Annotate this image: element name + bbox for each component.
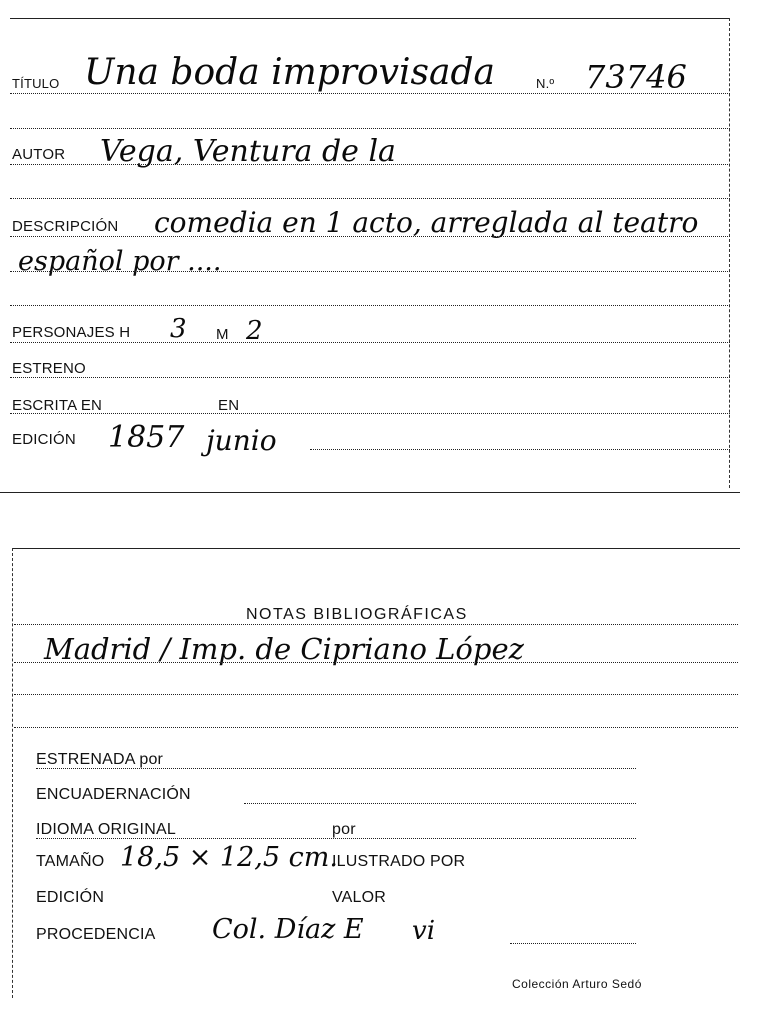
personajes-m-label: M bbox=[216, 326, 229, 343]
tamano-label: TAMAÑO bbox=[36, 853, 105, 870]
edicion-line-top bbox=[310, 449, 730, 450]
personajes-h-value: 3 bbox=[170, 314, 187, 344]
tamano-value: 18,5 × 12,5 cm. bbox=[120, 842, 338, 873]
notas-heading: NOTAS BIBLIOGRÁFICAS bbox=[246, 606, 468, 623]
notas-line-3 bbox=[14, 694, 738, 695]
blank-line-1 bbox=[10, 128, 730, 129]
descripcion-line-1 bbox=[10, 236, 730, 237]
blank-line-2 bbox=[10, 198, 730, 199]
ilustrado-label: ILUSTRADO POR bbox=[332, 853, 466, 870]
notas-line-2 bbox=[14, 662, 738, 663]
autor-label: AUTOR bbox=[12, 146, 66, 163]
personajes-label: PERSONAJES H bbox=[12, 324, 131, 341]
descripcion-value-1: comedia en 1 acto, arreglada al teatro bbox=[154, 206, 699, 239]
autor-value: Vega, Ventura de la bbox=[100, 134, 396, 169]
descripcion-label: DESCRIPCIÓN bbox=[12, 218, 119, 235]
notas-line-4 bbox=[14, 727, 738, 728]
edicion-year: 1857 bbox=[108, 420, 185, 455]
numero-value: 73746 bbox=[585, 58, 687, 96]
notas-value: Madrid / Imp. de Cipriano López bbox=[44, 632, 524, 666]
titulo-value: Una boda improvisada bbox=[84, 52, 495, 93]
escrita-label: ESCRITA EN bbox=[12, 397, 103, 414]
personajes-line bbox=[10, 342, 730, 343]
card-top-top-border bbox=[10, 18, 730, 19]
procedencia-label: PROCEDENCIA bbox=[36, 926, 156, 943]
estreno-line bbox=[10, 377, 730, 378]
card-bottom-left-border bbox=[12, 548, 13, 998]
card-bottom-top-border bbox=[12, 548, 740, 549]
valor-label: VALOR bbox=[332, 889, 387, 906]
edicion-month: junio bbox=[206, 424, 277, 457]
estrenada-label: ESTRENADA por bbox=[36, 751, 164, 768]
por-label: por bbox=[332, 821, 356, 838]
procedencia-line bbox=[510, 943, 636, 944]
estrenada-line bbox=[36, 768, 636, 769]
descripcion-line-2 bbox=[10, 271, 730, 272]
notas-line-1 bbox=[14, 624, 738, 625]
personajes-m-value: 2 bbox=[246, 316, 263, 346]
encuadernacion-label: ENCUADERNACIÓN bbox=[36, 786, 191, 803]
autor-line bbox=[10, 164, 730, 165]
idioma-line bbox=[36, 838, 636, 839]
card-top-bottom-border bbox=[0, 492, 740, 493]
edicion-label-top: EDICIÓN bbox=[12, 431, 76, 448]
estreno-label: ESTRENO bbox=[12, 360, 86, 377]
escrita-line bbox=[10, 413, 730, 414]
descripcion-value-2: español por .... bbox=[18, 246, 222, 277]
encuadernacion-line bbox=[244, 803, 636, 804]
numero-label: N.º bbox=[536, 76, 555, 91]
en-label: EN bbox=[218, 397, 240, 414]
procedencia-value-2: vi bbox=[412, 916, 436, 946]
titulo-line bbox=[10, 93, 730, 94]
blank-line-3 bbox=[10, 305, 730, 306]
procedencia-value: Col. Díaz E bbox=[212, 914, 364, 945]
edicion-label-bottom: EDICIÓN bbox=[36, 889, 105, 906]
coleccion-footer: Colección Arturo Sedó bbox=[512, 977, 642, 991]
idioma-label: IDIOMA ORIGINAL bbox=[36, 821, 176, 838]
card-top-right-border bbox=[729, 18, 730, 488]
titulo-label: TÍTULO bbox=[12, 76, 60, 91]
